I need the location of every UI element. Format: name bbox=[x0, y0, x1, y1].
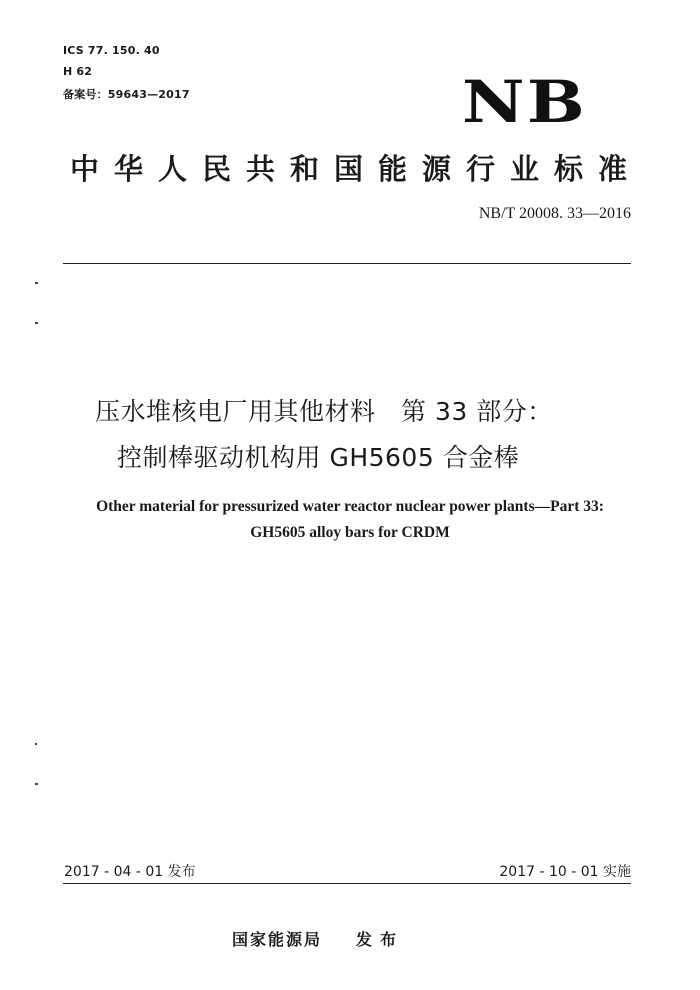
english-title-line-2: GH5605 alloy bars for CRDM bbox=[250, 524, 450, 541]
chinese-title-line-1: 压水堆核电厂用其他材料 第 33 部分： bbox=[95, 397, 553, 426]
issuer-action: 发布 bbox=[356, 930, 405, 949]
scan-mark bbox=[35, 783, 38, 785]
implementation-date: 2017 - 10 - 01 实施 bbox=[499, 864, 631, 880]
english-title-line-1: Other material for pressurized water reactor nuclear power plants—Part 33: bbox=[96, 498, 604, 515]
clc-code: H 62 bbox=[63, 65, 93, 78]
standard-number: NB/T 20008. 33—2016 bbox=[478, 205, 631, 222]
issue-date: 2017 - 04 - 01 发布 bbox=[64, 864, 196, 880]
standard-category-title: 中华人民共和国能源行业标准 bbox=[70, 152, 643, 186]
issuer-block bbox=[232, 927, 404, 950]
nb-logo: NB bbox=[462, 68, 588, 136]
top-divider bbox=[63, 263, 631, 264]
scan-mark bbox=[35, 743, 37, 745]
issuer-name: 国家能源局 bbox=[232, 930, 323, 949]
scan-mark bbox=[35, 322, 38, 324]
bottom-divider bbox=[63, 883, 631, 884]
scan-mark bbox=[35, 282, 38, 284]
ics-code: ICS 77. 150. 40 bbox=[63, 44, 160, 57]
filing-number: 备案号：59643—2017 bbox=[63, 88, 190, 101]
chinese-title-line-2: 控制棒驱动机构用 GH5605 合金棒 bbox=[117, 443, 520, 472]
